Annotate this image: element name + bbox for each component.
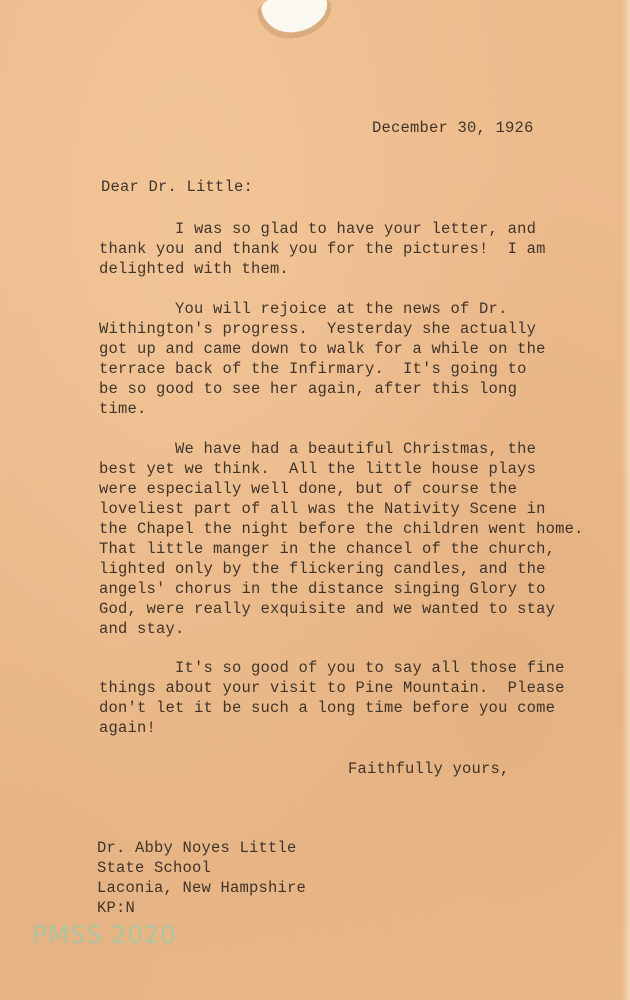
paragraph-line: angels' chorus in the distance singing Glory to: [99, 580, 546, 598]
paragraph-line: loveliest part of all was the Nativity Scene in: [99, 500, 546, 518]
paragraph-line: lighted only by the flickering candles, and the: [99, 560, 546, 578]
paragraph-line: thank you and thank you for the pictures! I am: [99, 240, 546, 258]
paragraph-line: You will rejoice at the news of Dr.: [99, 300, 508, 318]
paragraph-line: were especially well done, but of course the: [99, 480, 518, 498]
paragraph-line: terrace back of the Infirmary. It's going to: [99, 360, 527, 378]
paragraph-line: again!: [99, 719, 157, 737]
paragraph-line: It's so good of you to say all those fine: [99, 659, 565, 677]
paragraph-line: We have had a beautiful Christmas, the: [99, 440, 537, 458]
paragraph-line: got up and came down to walk for a while on the: [99, 340, 546, 358]
letter-paragraph-4: [99, 658, 619, 738]
paragraph-line: Withington's progress. Yesterday she actually: [99, 320, 537, 338]
recipient-address: [97, 838, 306, 918]
paragraph-line: I was so glad to have your letter, and: [99, 220, 537, 238]
address-line: Dr. Abby Noyes Little: [97, 839, 297, 857]
letter-date: December 30, 1926: [372, 119, 534, 137]
paragraph-line: time.: [99, 400, 147, 418]
paper-edge: [622, 0, 630, 1000]
paragraph-line: best yet we think. All the little house plays: [99, 460, 537, 478]
address-line: Laconia, New Hampshire: [97, 879, 307, 897]
paragraph-line: God, were really exquisite and we wanted to stay: [99, 600, 556, 618]
letter-salutation: Dear Dr. Little:: [101, 178, 254, 196]
letter-paragraph-3: [99, 439, 619, 639]
paragraph-line: That little manger in the chancel of the church,: [99, 540, 556, 558]
letter-closing: Faithfully yours,: [348, 760, 510, 778]
paragraph-line: don't let it be such a long time before you come: [99, 699, 556, 717]
address-line: State School: [97, 859, 212, 877]
paragraph-line: be so good to see her again, after this long: [99, 380, 518, 398]
paragraph-line: things about your visit to Pine Mountain. Please: [99, 679, 565, 697]
letter-paragraph-1: [99, 219, 619, 279]
letter-paragraph-2: [99, 299, 619, 419]
reference-initials: KP:N: [97, 899, 136, 917]
paragraph-line: delighted with them.: [99, 260, 290, 278]
paragraph-line: and stay.: [99, 620, 185, 638]
watermark: PMSS 2020: [32, 920, 177, 949]
paragraph-line: the Chapel the night before the children went home.: [99, 520, 584, 538]
